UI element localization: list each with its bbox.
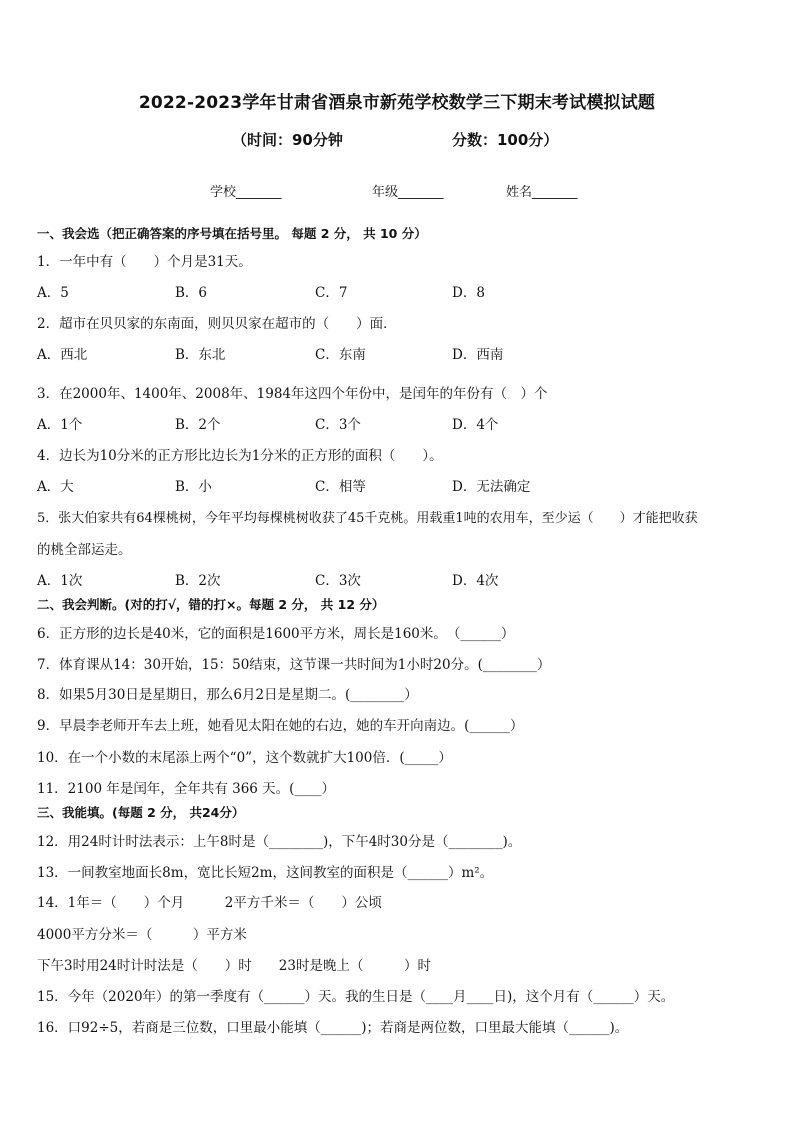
question-14: 14．1年＝（ ）个月 2平方千米＝（ ）公顷: [37, 895, 382, 911]
option-d: D．4次: [452, 573, 499, 589]
question-5-cont: 的桃全部运走。: [37, 542, 132, 558]
option-c: C．东南: [315, 347, 366, 363]
option-b: B．2个: [175, 417, 221, 433]
option-d: D．8: [452, 285, 485, 301]
option-a: A．5: [37, 285, 69, 301]
question-9: 9．早晨李老师开车去上班，她看见太阳在她的右边，她的车开向南边。(______）: [37, 718, 524, 734]
question-6: 6．正方形的边长是40米，它的面积是1600平方米，周长是160米。 （______）: [37, 626, 515, 642]
option-a: A．大: [37, 479, 74, 495]
option-c: C．3次: [315, 573, 361, 589]
question-5: 5．张大伯家共有64棵桃树，今年平均每棵桃树收获了45千克桃。用载重1吨的农用车，至少运（ ）才能把收获: [37, 511, 698, 526]
option-a: A．1个: [37, 417, 83, 433]
question-2: 2．超市在贝贝家的东南面，则贝贝家在超市的（ ）面．: [37, 316, 397, 332]
option-a: A．1次: [37, 573, 83, 589]
question-1: 1．一年中有（ ）个月是31天。: [37, 254, 252, 270]
option-a: A．西北: [37, 347, 88, 363]
option-c: C．3个: [315, 417, 361, 433]
exam-score: 分数：100分）: [452, 131, 559, 149]
options-3: [37, 413, 757, 433]
question-13: 13．一间教室地面长8m，宽比长短2m，这间教室的面积是（______）m²。: [37, 865, 494, 881]
option-d: D．西南: [452, 347, 504, 363]
question-10: 10．在一个小数的末尾添上两个“0”，这个数就扩大100倍．(_____）: [37, 750, 452, 766]
question-4: 4．边长为10分米的正方形比边长为1分米的正方形的面积（ ）。: [37, 448, 443, 464]
question-14-line3: 下午3时用24时计时法是（ ）时 23时是晚上（ ）时: [37, 958, 431, 974]
section-heading: 二、我会判断。(对的打√，错的打×。每题 2 分， 共 12 分）: [37, 597, 385, 612]
options-4: [37, 475, 757, 495]
section-heading: 三、我能填。(每题 2 分， 共24分）: [37, 805, 245, 820]
option-d: D．无法确定: [452, 479, 531, 495]
option-c: C．7: [315, 285, 348, 301]
question-12: 12．用24时计时法表示：上午8时是（________)，下午4时30分是（________)。: [37, 834, 522, 850]
question-7: 7．体育课从14：30开始，15：50结束，这节课一共时间为1小时20分。(________）: [37, 657, 551, 673]
question-11: 11．2100 年是闰年，全年共有 366 天。(____）: [37, 781, 335, 797]
option-b: B．东北: [175, 347, 226, 363]
exam-time: （时间：90分钟: [232, 131, 343, 149]
options-5: [37, 569, 757, 589]
options-1: [37, 281, 757, 301]
option-d: D．4个: [452, 417, 499, 433]
school-field: 学校_______: [210, 185, 282, 200]
options-2: [37, 343, 757, 363]
grade-field: 年级_______: [372, 185, 444, 200]
question-15: 15．今年（2020年）的第一季度有（______）天。我的生日是（____月____日)，这个月有（______）天。: [37, 989, 675, 1005]
option-c: C．相等: [315, 479, 366, 495]
question-16: 16．口92÷5，若商是三位数，口里最小能填（______)；若商是两位数，口里最大能填（______)。: [37, 1020, 629, 1036]
page-title: 2022-2023学年甘肃省酒泉市新苑学校数学三下期末考试模拟试题: [138, 93, 656, 113]
question-3: 3．在2000年、1400年、2008年、1984年这四个年份中，是闰年的年份有（ ）个: [37, 386, 548, 402]
section-heading: 一、我会选（把正确答案的序号填在括号里。 每题 2 分， 共 10 分）: [37, 226, 427, 241]
question-14-line2: 4000平方分米＝（ ）平方米: [37, 927, 247, 943]
question-8: 8．如果5月30日是星期日，那么6月2日是星期二。(________）: [37, 687, 418, 703]
option-b: B．小: [175, 479, 212, 495]
option-b: B．2次: [175, 573, 221, 589]
option-b: B．6: [175, 285, 208, 301]
name-field: 姓名_______: [506, 185, 578, 200]
